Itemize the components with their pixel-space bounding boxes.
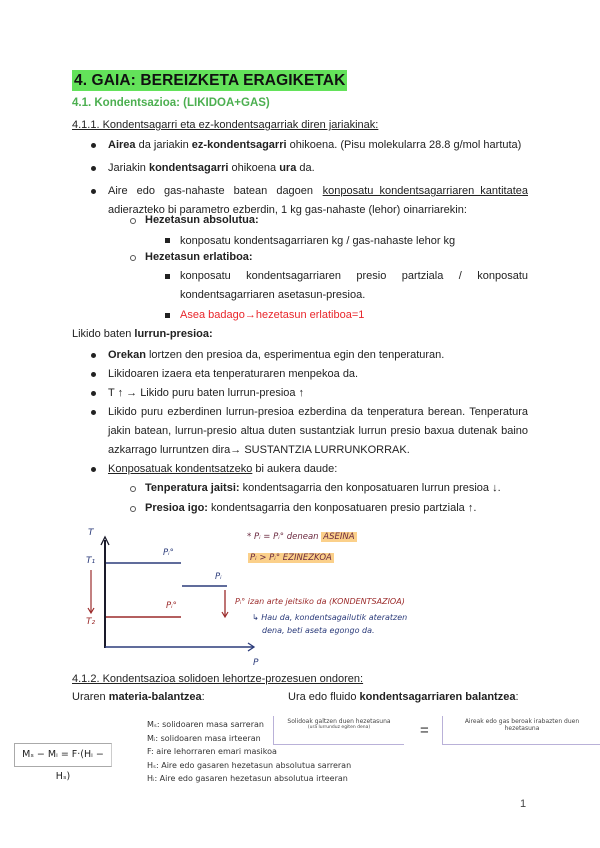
- text: Ura edo fluido: [288, 691, 360, 703]
- t1-label: T₁: [86, 556, 96, 566]
- list-item: Likidoaren izaera eta tenperaturaren menpekoa da.: [108, 368, 359, 380]
- bold-text: materia-balantzea: [108, 691, 202, 703]
- subsection-heading-2: 4.1.2. Kondentsazioa solidoen lehortze-prozesuen ondoren:: [72, 673, 364, 685]
- condensable-balance-heading: [288, 690, 519, 704]
- text: :: [515, 691, 519, 703]
- list-item: [108, 184, 528, 198]
- option-item: [145, 501, 476, 515]
- text: Jariakin: [108, 162, 149, 174]
- bold-text: kondentsagarriaren balantzea: [359, 691, 516, 703]
- box-text: Solidoak galtzen duen hezetasuna: [287, 718, 391, 725]
- bullet-icon: [91, 166, 96, 171]
- square-bullet-icon: [165, 313, 170, 318]
- text: Aire edo gas-nahaste batean dagoen: [108, 185, 314, 197]
- gas-moisture-box: [442, 716, 600, 745]
- y-axis-label: T: [88, 528, 94, 538]
- saturation-pressure-label-top: Pᵢ°: [163, 548, 174, 558]
- bold-text: kondentsagarri: [148, 162, 229, 174]
- list-item: [108, 161, 315, 175]
- list-item-continuation: azkarrago lurruntzen dira→ SUSTANTZIA LURRUNKORRAK.: [108, 444, 410, 456]
- bullet-icon: [91, 410, 96, 415]
- list-item: Likido puru ezberdinen lurrun-presioa ezberdina da tenperatura berean. Tenperatura: [108, 406, 528, 418]
- list-item: T ↑ → Likido puru baten lurrun-presioa ↑: [108, 387, 305, 399]
- page-title: 4. GAIA: BEREIZKETA ERAGIKETAK: [74, 72, 346, 89]
- absolute-humidity-definition: konposatu kondentsagarriaren kg / gas-nahaste lehor kg: [180, 235, 456, 247]
- square-bullet-icon: [165, 238, 170, 243]
- water-balance-heading: [72, 690, 205, 704]
- text: ohikoena: [228, 162, 280, 174]
- text: Likido baten: [72, 328, 135, 340]
- text: ohikoena. (Pisu molekularra 28.8 g/mol hartuta): [286, 139, 522, 151]
- relative-humidity-label: Hezetasun erlatiboa:: [145, 251, 253, 263]
- relative-humidity-definition-continuation: kondentsagarriaren asetasun-presioa.: [180, 289, 366, 301]
- definition-item: Mₛ: solidoaren masa sarreran: [147, 720, 264, 729]
- condenser-note-line2: dena, beti aseta egongo da.: [262, 626, 375, 635]
- bold-text: lurrun-presioa:: [134, 328, 213, 340]
- page-number: 1: [520, 798, 527, 810]
- box-text: hezetasuna: [504, 725, 540, 732]
- circle-bullet-icon: [130, 506, 136, 512]
- bold-text: Presioa igo:: [145, 502, 208, 514]
- definition-item: Hᵢ: Aire edo gasaren hezetasun absolutua irteeran: [147, 774, 348, 783]
- condenser-note-line1: ↳ Hau da, kondentsagailutik ateratzen: [252, 613, 408, 622]
- bullet-icon: [91, 467, 96, 472]
- highlighted-text: ASEINA: [323, 532, 355, 542]
- circle-bullet-icon: [130, 255, 136, 261]
- mass-balance-formula: Mₛ − Mᵢ = F·(Hᵢ − Hₛ): [14, 743, 112, 767]
- list-item-continuation: adierazteko bi parametro ezberdin, 1 kg gas-nahaste (lehor) oinarriarekin:: [108, 204, 467, 216]
- circle-bullet-icon: [130, 218, 136, 224]
- bullet-icon: [91, 189, 96, 194]
- list-item-continuation: jakin batean, lurrun-presio altua duten sustantziak lurrun presio baxua dutenak baino: [108, 425, 528, 437]
- bold-text: ura: [279, 162, 297, 174]
- underlined-text: Konposatuak kondentsatzeko: [108, 463, 253, 475]
- partial-pressure-label: Pᵢ: [215, 572, 222, 582]
- text: kondentsagarria den konposatuaren lurrun presioa ↓.: [239, 482, 501, 494]
- definition-item: Hₛ: Aire edo gasaren hezetasun absolutua sarreran: [147, 760, 352, 770]
- bullet-icon: [91, 372, 96, 377]
- bullet-icon: [91, 391, 96, 396]
- text: bi aukera daude:: [252, 463, 338, 475]
- saturation-pressure-label-bottom: Pᵢ°: [166, 601, 177, 611]
- bold-text: ez-kondentsagarri: [191, 139, 287, 151]
- bold-text: Orekan: [108, 349, 146, 361]
- section-heading: 4.1. Kondentsazioa: (LIKIDOA+GAS): [72, 97, 270, 109]
- solid-moisture-box: [273, 716, 404, 745]
- highlighted-text: Pᵢ > Pᵢ° EZINEZKOA: [250, 553, 332, 563]
- vapor-pressure-heading: [72, 327, 213, 341]
- underlined-text: konposatu kondentsagarriaren kantitatea: [322, 185, 528, 197]
- saturated-note: [247, 532, 357, 542]
- list-item: [108, 348, 444, 362]
- option-item: [145, 481, 501, 495]
- text: Uraren: [72, 691, 109, 703]
- absolute-humidity-label: Hezetasun absolutua:: [145, 214, 259, 226]
- list-item: [108, 138, 521, 152]
- subsection-heading-1: 4.1.1. Kondentsagarri eta ez-kondentsagarriak diren jariakinak:: [72, 119, 379, 131]
- text: da jariakin: [135, 139, 192, 151]
- x-axis-label: P: [253, 658, 259, 668]
- text: :: [201, 691, 205, 703]
- bold-text: Tenperatura jaitsi:: [145, 482, 240, 494]
- circle-bullet-icon: [130, 486, 136, 492]
- box-subtext: (ura lurrunduz egiten dena): [307, 725, 371, 730]
- text: kondentsagarria den konposatuaren presio partziala ↑.: [207, 502, 477, 514]
- definition-item: Mᵢ: solidoaren masa irteeran: [147, 733, 261, 743]
- bullet-icon: [91, 353, 96, 358]
- list-item: [108, 462, 337, 476]
- equals-sign: =: [420, 722, 429, 739]
- condensation-diagram: [70, 520, 560, 670]
- square-bullet-icon: [165, 274, 170, 279]
- impossible-note: [248, 553, 334, 563]
- text: lortzen den presioa da, esperimentua egin den tenperaturan.: [145, 349, 445, 361]
- relative-humidity-definition: konposatu kondentsagarriaren presio partziala / konposatu: [180, 270, 528, 282]
- saturation-note: Asea badago→hezetasun erlatiboa=1: [180, 309, 365, 321]
- condensation-note: Pᵢ° izan arte jeitsiko da (KONDENTSAZIOA): [235, 597, 405, 606]
- box-text: Aireak edo gas beroak irabazten duen: [464, 718, 580, 725]
- bullet-icon: [91, 143, 96, 148]
- bold-text: Airea: [108, 139, 136, 151]
- text: * Pᵢ = Pᵢ° denean: [247, 532, 322, 542]
- text: da.: [296, 162, 315, 174]
- t2-label: T₂: [86, 617, 96, 627]
- definition-item: F: aire lehorraren emari masikoa: [147, 747, 277, 756]
